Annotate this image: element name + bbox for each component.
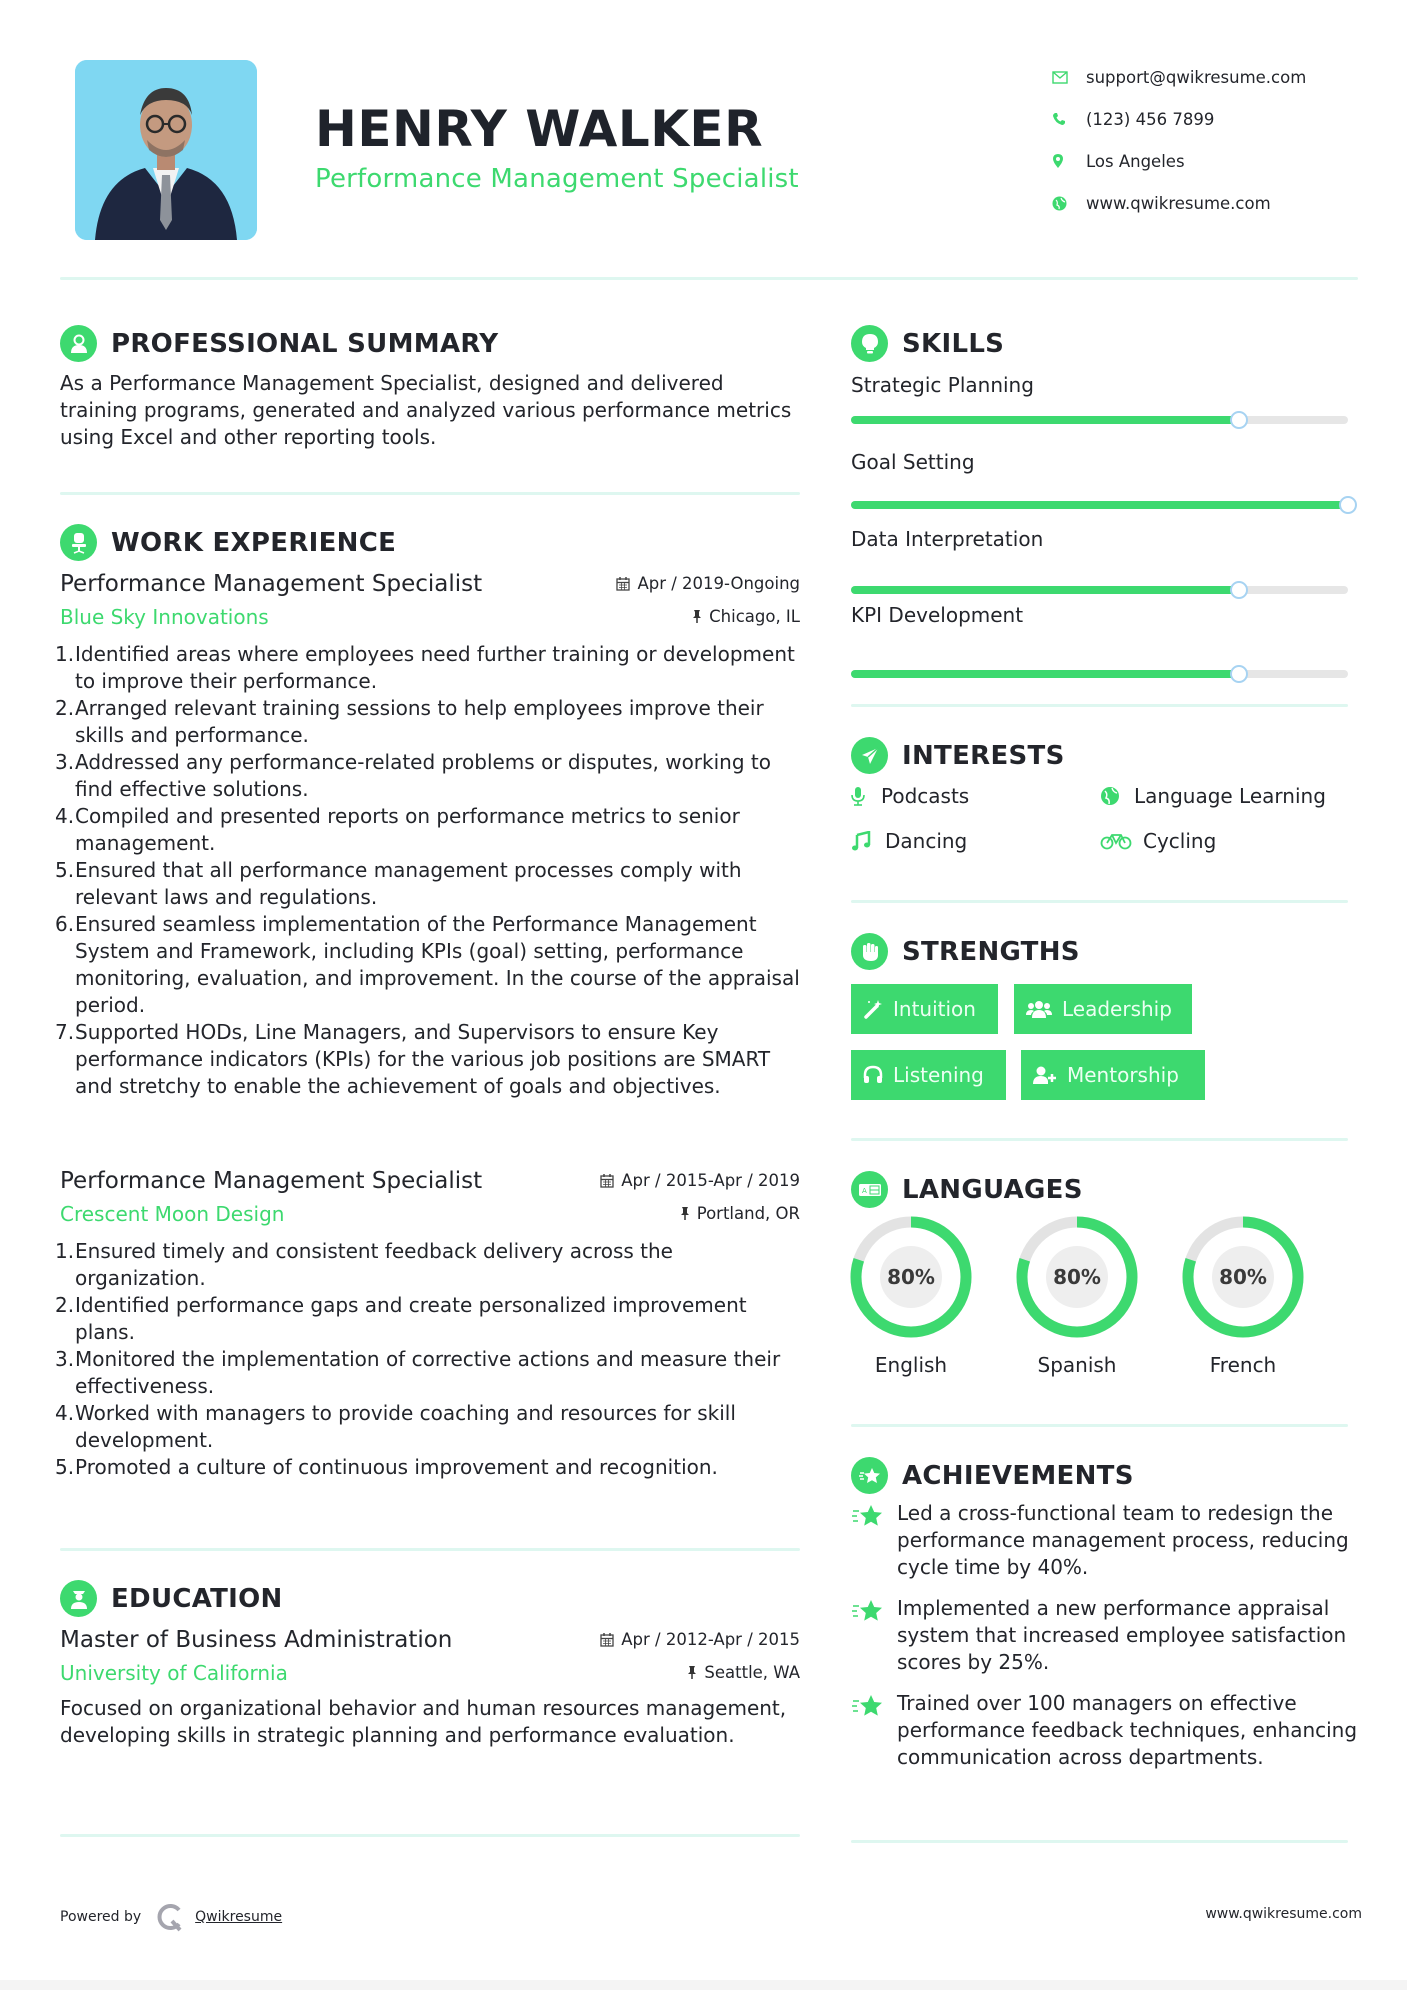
strengths-divider [851, 1138, 1348, 1141]
skill-bar-handle[interactable] [1230, 411, 1248, 429]
work-title: WORK EXPERIENCE [111, 527, 397, 558]
duty-item: 3. Monitored the implementation of corrective actions and measure their effectiveness. [55, 1347, 781, 1398]
duty-item: 1. Ensured timely and consistent feedback delivery across the organization. [55, 1239, 673, 1290]
company-name: Blue Sky Innovations [60, 605, 269, 629]
job-dates-text: Apr / 2019-Ongoing [637, 574, 800, 593]
contact-location [1050, 140, 1380, 182]
education-location-text: Seattle, WA [704, 1663, 800, 1682]
education-divider [60, 1834, 800, 1837]
language-progress-ring [1181, 1215, 1305, 1339]
duties-list [55, 641, 800, 1100]
qwikresume-logo-icon [155, 1902, 185, 1932]
contact-email[interactable] [1050, 56, 1380, 98]
star-icon [851, 1690, 897, 1723]
contact-phone-text: (123) 456 7899 [1086, 109, 1215, 129]
footer-powered-by [60, 1902, 282, 1932]
language-item [849, 1215, 973, 1377]
skill-bar[interactable] [851, 416, 1348, 424]
job-location-text: Chicago, IL [709, 607, 800, 626]
microphone-icon [851, 786, 881, 806]
job-title: Performance Management Specialist [60, 1168, 483, 1194]
candidate-title: Performance Management Specialist [315, 164, 799, 194]
phone-icon [1050, 112, 1086, 126]
users-icon [1026, 999, 1052, 1019]
duty-item: 2. Identified performance gaps and create personalized improvement plans. [55, 1293, 747, 1344]
skill-bar[interactable] [851, 501, 1348, 509]
achievement-text: Trained over 100 managers on effective performance feedback techniques, enhancing communication across departments. [897, 1691, 1358, 1769]
language-percent: 80% [1053, 1265, 1101, 1289]
lightbulb-icon [851, 325, 888, 362]
strength-badge [1021, 1050, 1205, 1100]
skill-label: Data Interpretation [851, 527, 1044, 551]
calendar-icon [616, 576, 630, 591]
language-name: Spanish [1037, 1353, 1117, 1377]
strength-label: Leadership [1062, 997, 1172, 1021]
star-badge-icon [851, 1457, 888, 1494]
fist-icon [851, 933, 888, 970]
job-dates-text: Apr / 2015-Apr / 2019 [621, 1171, 800, 1190]
language-percent: 80% [1219, 1265, 1267, 1289]
calendar-icon [600, 1632, 614, 1647]
duty-item: 3. Addressed any performance-related problems or disputes, working to find effective solutions. [55, 750, 771, 801]
summary-heading [60, 325, 800, 362]
interests-title: INTERESTS [902, 740, 1065, 771]
header-divider [60, 277, 1358, 280]
strength-badge [851, 1050, 1006, 1100]
language-name: English [874, 1353, 948, 1377]
summary-divider [60, 492, 800, 495]
duty-item: 5. Ensured that all performance management processes comply with relevant laws and regulations. [55, 858, 742, 909]
language-item [1015, 1215, 1139, 1377]
skill-label: Strategic Planning [851, 373, 1034, 397]
duty-item: 7. Supported HODs, Line Managers, and Supervisors to ensure Key performance indicators (KPIs) for the various job positions are SMART and stretchy to enable the achievement of goals and objectives. [55, 1020, 771, 1098]
interest-label: Podcasts [881, 784, 970, 808]
achievement-item [851, 1500, 1358, 1581]
user-plus-icon [1033, 1065, 1057, 1085]
skill-bar-handle[interactable] [1339, 496, 1357, 514]
interest-label: Language Learning [1134, 784, 1326, 808]
headphones-icon [863, 1065, 883, 1085]
job-dates [600, 1171, 800, 1190]
contact-location-text: Los Angeles [1086, 151, 1185, 171]
education-section [60, 1580, 800, 1749]
calendar-icon [600, 1173, 614, 1188]
strengths-section [851, 933, 1358, 970]
strength-label: Listening [893, 1063, 984, 1087]
strength-label: Mentorship [1067, 1063, 1179, 1087]
summary-section [60, 325, 800, 451]
pushpin-icon [687, 1665, 697, 1680]
language-item [1181, 1215, 1305, 1377]
education-dates [600, 1630, 800, 1649]
profile-photo [75, 60, 257, 240]
interest-item [851, 829, 967, 853]
contact-email-text: support@qwikresume.com [1086, 67, 1307, 87]
job-title: Performance Management Specialist [60, 571, 483, 597]
skill-bar-handle[interactable] [1230, 665, 1248, 683]
skills-heading [851, 325, 1358, 362]
language-percent: 80% [887, 1265, 935, 1289]
duty-item: 4. Worked with managers to provide coaching and resources for skill development. [55, 1401, 736, 1452]
duty-item: 5. Promoted a culture of continuous improvement and recognition. [55, 1455, 718, 1479]
degree-title: Master of Business Administration [60, 1627, 453, 1653]
pushpin-icon [680, 1206, 690, 1221]
education-description: Focused on organizational behavior and human resources management, developing skills in strategic planning and performance evaluation. [60, 1696, 787, 1747]
interest-item [1100, 784, 1326, 808]
paper-plane-icon [851, 737, 888, 774]
strengths-heading [851, 933, 1358, 970]
skill-bar-fill [851, 416, 1239, 424]
envelope-icon [1050, 71, 1086, 84]
interest-label: Dancing [885, 829, 968, 853]
page-bottom-edge [0, 1980, 1407, 1990]
summary-text: As a Performance Management Specialist, designed and delivered training programs, generated and analyzed various performance metrics using Excel and other reporting tools. [60, 371, 792, 449]
job-dates [616, 574, 800, 593]
achievements-divider [851, 1840, 1348, 1843]
skills-divider [851, 704, 1348, 707]
language-name: French [1209, 1353, 1277, 1377]
qwikresume-link[interactable]: Qwikresume [195, 1909, 283, 1925]
education-dates-text: Apr / 2012-Apr / 2015 [621, 1630, 800, 1649]
interests-divider [851, 900, 1348, 903]
svg-text:A: A [861, 1186, 867, 1195]
strength-badge [851, 984, 998, 1034]
contact-website-text: www.qwikresume.com [1086, 193, 1271, 213]
star-icon [851, 1595, 897, 1628]
job-location [692, 607, 800, 626]
duty-item: 4. Compiled and presented reports on performance metrics to senior management. [55, 804, 740, 855]
skill-label: KPI Development [851, 603, 1024, 627]
job-location-text: Portland, OR [696, 1204, 800, 1223]
user-icon [60, 325, 97, 362]
language-progress-ring [1015, 1215, 1139, 1339]
skills-section [851, 325, 1358, 362]
strengths-title: STRENGTHS [902, 936, 1080, 967]
contact-list [1050, 56, 1380, 224]
school-name: University of California [60, 1661, 288, 1685]
star-icon [851, 1500, 897, 1533]
strength-label: Intuition [893, 997, 976, 1021]
languages-title: LANGUAGES [902, 1174, 1083, 1205]
job-location [680, 1204, 800, 1223]
languages-heading [851, 1171, 1358, 1208]
skill-bar-fill [851, 670, 1239, 678]
duty-item: 1. Identified areas where employees need further training or development to improve their performance. [55, 642, 795, 693]
interest-item [1100, 829, 1216, 853]
achievements-section [851, 1457, 1358, 1771]
education-heading [60, 1580, 800, 1617]
interests-section [851, 737, 1358, 774]
work-section [55, 524, 800, 1100]
skill-bar[interactable] [851, 586, 1348, 594]
bicycle-icon [1100, 832, 1143, 850]
globe-icon [1100, 786, 1134, 806]
footer-website[interactable]: www.qwikresume.com [1205, 1906, 1362, 1922]
work-divider [60, 1548, 800, 1551]
achievements-heading [851, 1457, 1358, 1494]
interest-item [851, 784, 969, 808]
skill-bar-fill [851, 501, 1348, 509]
company-name: Crescent Moon Design [60, 1202, 285, 1226]
contact-website[interactable] [1050, 182, 1380, 224]
achievements-title: ACHIEVEMENTS [902, 1460, 1134, 1491]
pushpin-icon [692, 609, 702, 624]
achievement-text: Led a cross-functional team to redesign the performance management process, reducing cycle time by 40%. [897, 1501, 1349, 1579]
magic-wand-icon [863, 999, 883, 1019]
interests-heading [851, 737, 1358, 774]
achievement-item [851, 1595, 1358, 1676]
education-title: EDUCATION [111, 1583, 283, 1614]
candidate-name: HENRY WALKER [315, 100, 764, 158]
office-chair-icon [60, 524, 97, 561]
strength-badge [1014, 984, 1192, 1034]
language-progress-ring [849, 1215, 973, 1339]
map-pin-icon [1050, 153, 1086, 169]
duty-item: 6. Ensured seamless implementation of the Performance Management System and Framework, including KPIs (goal) setting, performance monitoring, evaluation, and improvement. In the course of the appraisal period. [55, 912, 800, 1017]
languages-divider [851, 1424, 1348, 1427]
graduate-icon [60, 1580, 97, 1617]
translate-icon [851, 1171, 888, 1208]
duties-list [55, 1238, 800, 1481]
music-note-icon [851, 831, 885, 851]
languages-section [851, 1171, 1358, 1208]
skills-title: SKILLS [902, 328, 1005, 359]
achievement-text: Implemented a new performance appraisal system that increased employee satisfaction scores by 25%. [897, 1596, 1347, 1674]
skill-label: Goal Setting [851, 450, 975, 474]
globe-icon [1050, 196, 1086, 211]
job-entry [55, 1168, 800, 1481]
education-location [687, 1663, 800, 1682]
skill-bar-fill [851, 586, 1239, 594]
contact-phone[interactable] [1050, 98, 1380, 140]
summary-title: PROFESSIONAL SUMMARY [111, 328, 499, 359]
interest-label: Cycling [1143, 829, 1217, 853]
skill-bar[interactable] [851, 670, 1348, 678]
powered-by-label: Powered by [60, 1909, 142, 1925]
duty-item: 2. Arranged relevant training sessions to help employees improve their skills and performance. [55, 696, 764, 747]
skill-bar-handle[interactable] [1230, 581, 1248, 599]
work-heading [60, 524, 800, 561]
achievement-item [851, 1690, 1358, 1771]
job-entry [55, 571, 800, 1100]
